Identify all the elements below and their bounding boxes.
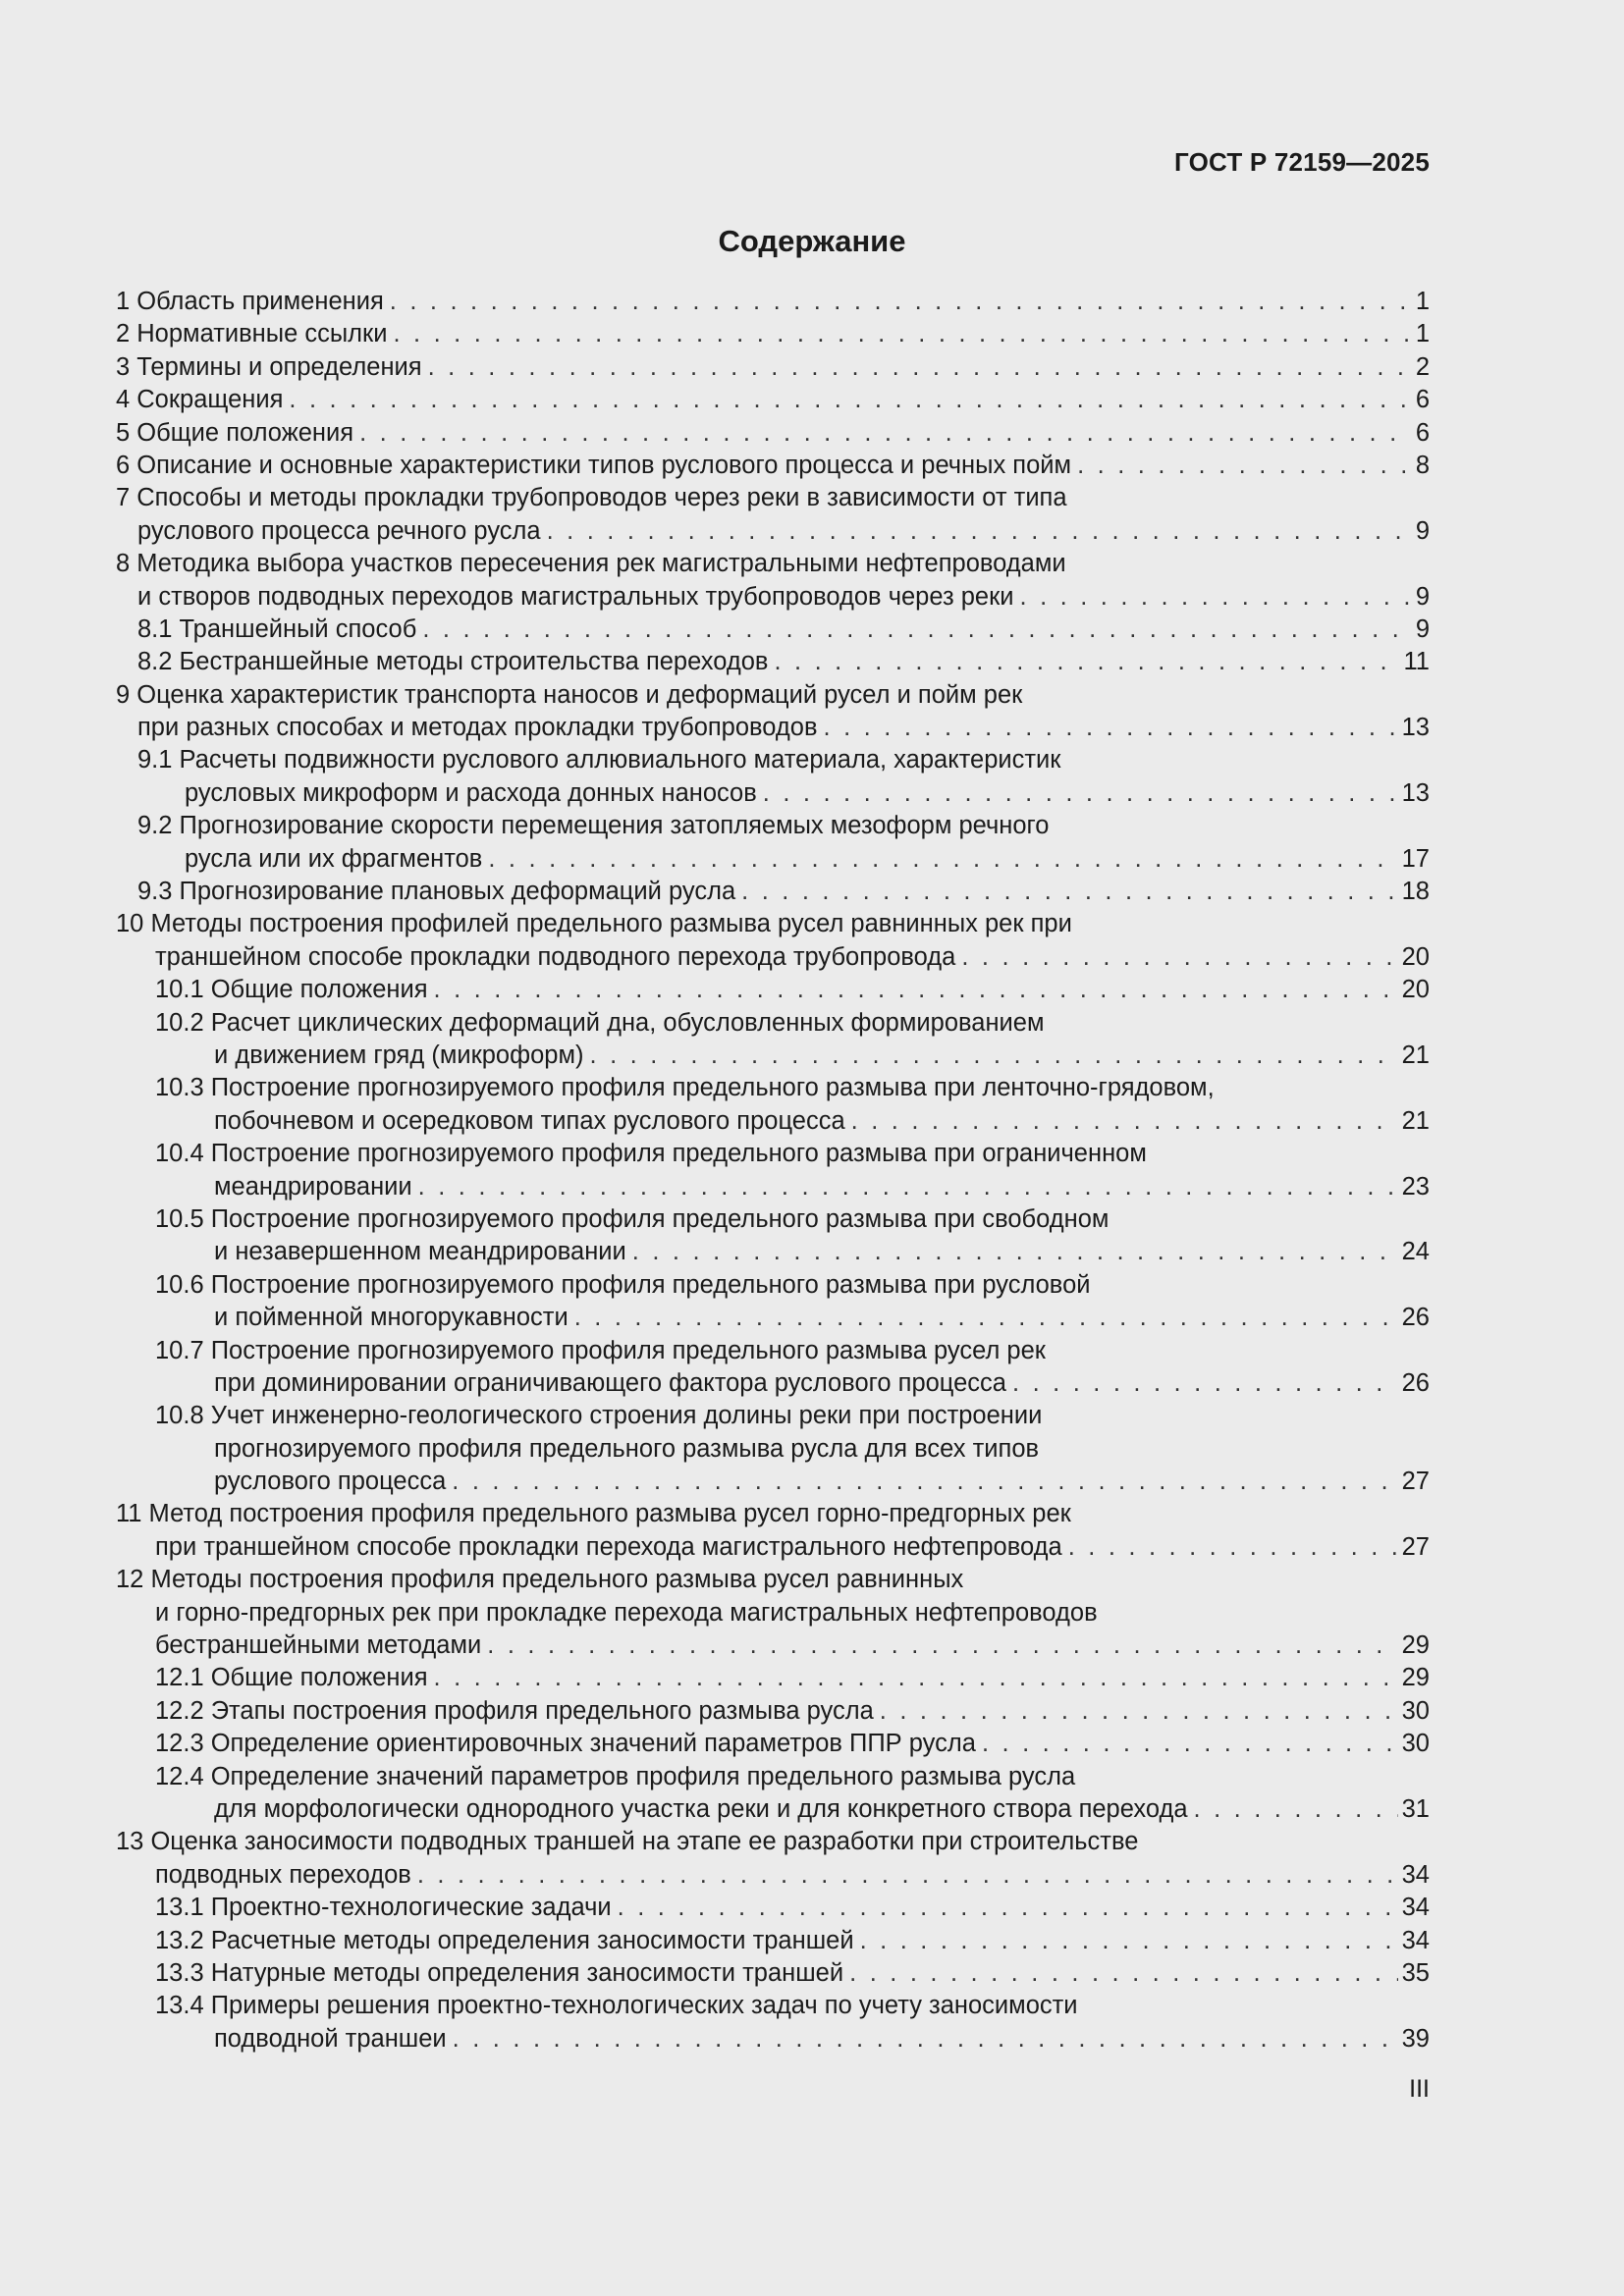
leader-dots <box>547 515 1412 548</box>
toc-entry-text: руслового процесса <box>214 1468 447 1496</box>
toc-entry-text: и незавершенном меандрировании <box>214 1238 626 1266</box>
toc-entry[interactable] <box>116 614 1430 646</box>
toc-page-number: 39 <box>1401 2024 1430 2053</box>
toc-entry[interactable] <box>116 1990 1430 2022</box>
toc-entry[interactable] <box>116 908 1430 940</box>
toc-page-number: 13 <box>1401 714 1430 742</box>
leader-dots <box>422 614 1412 646</box>
toc-entry[interactable] <box>116 843 1430 876</box>
page-number: III <box>1409 2075 1430 2103</box>
toc-entry-text: русловых микроформ и расхода донных наносов <box>185 778 757 807</box>
toc-page-number: 35 <box>1401 1958 1430 1987</box>
toc-entry[interactable] <box>116 1171 1430 1203</box>
leader-dots <box>487 1629 1397 1662</box>
toc-entry[interactable] <box>116 1826 1430 1858</box>
toc-entry[interactable] <box>116 876 1430 908</box>
toc-entry-text: руслового процесса речного русла <box>137 516 541 545</box>
toc-entry-text: прогнозируемого профиля предельного размыва русла для всех типов <box>214 1434 1040 1463</box>
toc-entry-text: подводных переходов <box>155 1860 411 1889</box>
toc-entry-text: и горно-предгорных рек при прокладке перехода магистральных нефтепроводов <box>155 1598 1098 1627</box>
toc-entry-text: 10 Методы построения профилей предельного размыва русел равнинных рек при <box>116 910 1072 938</box>
toc-entry-text: траншейном способе прокладки подводного перехода трубопровода <box>155 942 956 971</box>
toc-page-number: 26 <box>1401 1368 1430 1397</box>
toc-entry[interactable] <box>116 1269 1430 1302</box>
toc-entry[interactable] <box>116 1892 1430 1924</box>
leader-dots <box>434 1662 1398 1694</box>
leader-dots <box>488 843 1397 876</box>
toc-entry[interactable] <box>116 1498 1430 1530</box>
leader-dots <box>1077 450 1412 482</box>
leader-dots <box>618 1892 1398 1924</box>
page-title: Содержание <box>718 224 906 258</box>
toc-entry[interactable] <box>116 744 1430 776</box>
toc-entry-text: 9 Оценка характеристик транспорта наносов и деформаций русел и пойм рек <box>116 680 1023 709</box>
toc-entry-text: 12 Методы построения профиля предельного размыва русел равнинных <box>116 1566 964 1594</box>
toc-entry-text: 2 Нормативные ссылки <box>116 320 388 348</box>
toc-entry-text: 9.1 Расчеты подвижности руслового аллювиального материала, характеристик <box>137 746 1061 774</box>
toc-entry[interactable] <box>116 1793 1430 1826</box>
toc-entry-text: 12.2 Этапы построения профиля предельного размыва русла <box>155 1696 874 1725</box>
toc-page-number: 21 <box>1401 1041 1430 1069</box>
toc-entry[interactable] <box>116 1433 1430 1466</box>
toc-entry-text: побочневом и осередковом типах руслового процесса <box>214 1106 845 1135</box>
toc-entry-text: и створов подводных переходов магистральных трубопроводов через реки <box>137 582 1014 611</box>
leader-dots <box>982 1728 1398 1760</box>
toc-entry[interactable] <box>116 1957 1430 1990</box>
toc-entry-text: 8.1 Траншейный способ <box>137 614 417 643</box>
toc-page-number: 23 <box>1401 1172 1430 1201</box>
toc-entry[interactable] <box>116 548 1430 580</box>
leader-dots <box>774 646 1399 678</box>
leader-dots <box>880 1695 1398 1728</box>
toc-page-number: 26 <box>1401 1304 1430 1332</box>
toc-entry[interactable] <box>116 1629 1430 1662</box>
toc-entry[interactable] <box>116 1367 1430 1400</box>
leader-dots <box>417 1859 1398 1892</box>
toc-entry-text: 9.2 Прогнозирование скорости перемещения затопляемых мезоформ речного <box>137 812 1050 840</box>
toc-entry[interactable] <box>116 581 1430 614</box>
toc-entry[interactable] <box>116 1925 1430 1957</box>
toc-page-number: 6 <box>1415 386 1430 414</box>
toc-entry[interactable] <box>116 646 1430 678</box>
toc-entry-text: 7 Способы и методы прокладки трубопроводов через реки в зависимости от типа <box>116 484 1067 512</box>
toc-page-number: 31 <box>1401 1794 1430 1823</box>
toc-entry[interactable] <box>116 318 1430 350</box>
toc-page-number: 1 <box>1415 288 1430 315</box>
toc-entry[interactable] <box>116 515 1430 548</box>
leader-dots <box>393 318 1411 350</box>
toc-page-number: 6 <box>1415 418 1430 447</box>
toc-entry-text: 13.3 Натурные методы определения заносимости траншей <box>155 1958 844 1987</box>
toc-entry-text: 9.3 Прогнозирование плановых деформаций русла <box>137 878 736 906</box>
toc-entry[interactable] <box>116 384 1430 416</box>
leader-dots <box>849 1957 1398 1990</box>
toc-entry[interactable] <box>116 1466 1430 1498</box>
toc-entry[interactable] <box>116 1203 1430 1236</box>
toc-entry-text: при доминировании ограничивающего фактора руслового процесса <box>214 1368 1006 1397</box>
toc-entry-text: 6 Описание и основные характеристики типов руслового процесса и речных пойм <box>116 451 1072 479</box>
toc-entry[interactable] <box>116 777 1430 810</box>
toc-page-number: 20 <box>1401 976 1430 1004</box>
toc-entry-text: 13.2 Расчетные методы определения заносимости траншей <box>155 1926 854 1954</box>
toc-page-number: 27 <box>1401 1468 1430 1496</box>
toc-page-number: 34 <box>1401 1926 1430 1954</box>
toc-page-number: 21 <box>1401 1106 1430 1135</box>
document-code: ГОСТ Р 72159—2025 <box>1174 147 1430 177</box>
toc-page-number: 1 <box>1415 320 1430 348</box>
leader-dots <box>590 1040 1398 1072</box>
toc-entry-text: 13.4 Примеры решения проектно-технологических задач по учету заносимости <box>155 1992 1078 2020</box>
leader-dots <box>289 384 1411 416</box>
toc-page-number: 2 <box>1415 352 1430 381</box>
toc-entry-text: русла или их фрагментов <box>185 844 483 873</box>
toc-entry[interactable] <box>116 1236 1430 1268</box>
toc-entry-text: 10.8 Учет инженерно-геологического строения долины реки при построении <box>155 1402 1043 1430</box>
toc-page-number: 8 <box>1415 451 1430 479</box>
leader-dots <box>1068 1531 1398 1564</box>
toc-entry[interactable] <box>116 1007 1430 1040</box>
toc-entry-text: 10.6 Построение прогнозируемого профиля предельного размыва при русловой <box>155 1270 1091 1299</box>
toc-entry[interactable] <box>116 1335 1430 1367</box>
leader-dots <box>434 974 1398 1006</box>
toc-page-number: 13 <box>1401 778 1430 807</box>
leader-dots <box>1020 581 1412 614</box>
leader-dots <box>1012 1367 1398 1400</box>
toc-entry[interactable] <box>116 941 1430 974</box>
toc-entry-text: при траншейном способе прокладки перехода магистрального нефтепровода <box>155 1532 1062 1561</box>
toc-page-number: 9 <box>1415 516 1430 545</box>
toc-entry-text: и движением гряд (микроформ) <box>214 1041 584 1069</box>
toc-entry[interactable] <box>116 1761 1430 1793</box>
toc-entry-text: 10.2 Расчет циклических деформаций дна, обусловленных формированием <box>155 1008 1045 1037</box>
toc-entry-text: бестраншейными методами <box>155 1631 482 1660</box>
toc-entry-text: 10.1 Общие положения <box>155 976 428 1004</box>
toc-entry-text: 12.1 Общие положения <box>155 1664 428 1692</box>
toc-entry-text: 1 Область применения <box>116 288 384 315</box>
toc-entry[interactable] <box>116 1662 1430 1694</box>
toc-entry[interactable] <box>116 1597 1430 1629</box>
toc-entry-text: 10.3 Построение прогнозируемого профиля предельного размыва при ленточно-грядовом, <box>155 1074 1215 1102</box>
toc-entry[interactable] <box>116 1564 1430 1596</box>
leader-dots <box>574 1302 1398 1334</box>
toc-page-number: 29 <box>1401 1664 1430 1692</box>
toc-entry[interactable] <box>116 417 1430 450</box>
toc-entry-text: 10.7 Построение прогнозируемого профиля предельного размыва русел рек <box>155 1336 1046 1364</box>
toc-page-number: 34 <box>1401 1860 1430 1889</box>
toc-entry-text: 13.1 Проектно-технологические задачи <box>155 1894 612 1922</box>
toc-entry[interactable] <box>116 1695 1430 1728</box>
toc-entry[interactable] <box>116 1105 1430 1138</box>
toc-page-number: 24 <box>1401 1238 1430 1266</box>
toc-page-number: 18 <box>1401 878 1430 906</box>
leader-dots <box>428 351 1412 384</box>
toc-entry[interactable] <box>116 450 1430 482</box>
toc-entry[interactable] <box>116 810 1430 842</box>
toc-entry-text: 12.4 Определение значений параметров профиля предельного размыва русла <box>155 1762 1076 1790</box>
toc-entry[interactable] <box>116 1531 1430 1564</box>
toc-entry[interactable] <box>116 1400 1430 1432</box>
toc-page-number: 9 <box>1415 582 1430 611</box>
toc-entry-text: 8.2 Бестраншейные методы строительства переходов <box>137 648 769 676</box>
leader-dots <box>1194 1793 1398 1826</box>
toc-entry-text: 3 Термины и определения <box>116 352 422 381</box>
toc-entry-text: подводной траншеи <box>214 2024 447 2053</box>
toc-entry[interactable] <box>116 1138 1430 1170</box>
toc-page-number: 11 <box>1403 648 1430 676</box>
leader-dots <box>741 876 1397 908</box>
toc-page-number: 27 <box>1401 1532 1430 1561</box>
toc-page-number: 17 <box>1401 844 1430 873</box>
leader-dots <box>452 1466 1397 1498</box>
toc-entry[interactable] <box>116 482 1430 514</box>
toc-entry[interactable] <box>116 286 1430 318</box>
leader-dots <box>453 2023 1398 2056</box>
leader-dots <box>860 1925 1398 1957</box>
leader-dots <box>763 777 1398 810</box>
toc-entry[interactable] <box>116 1040 1430 1072</box>
toc-entry[interactable] <box>116 1302 1430 1334</box>
toc-entry[interactable] <box>116 1728 1430 1760</box>
toc-page-number: 34 <box>1401 1894 1430 1922</box>
toc-page-number: 30 <box>1401 1730 1430 1758</box>
toc-entry-text: 4 Сокращения <box>116 386 284 414</box>
toc-entry[interactable] <box>116 351 1430 384</box>
toc-entry-text: 11 Метод построения профиля предельного размыва русел горно-предгорных рек <box>116 1500 1071 1528</box>
toc-entry-text: 8 Методика выбора участков пересечения рек магистральными нефтепроводами <box>116 550 1066 578</box>
leader-dots <box>359 417 1412 450</box>
toc-entry[interactable] <box>116 2023 1430 2056</box>
toc-entry[interactable] <box>116 1072 1430 1104</box>
table-of-contents <box>116 286 1430 2056</box>
toc-entry-text: 12.3 Определение ориентировочных значений параметров ППР русла <box>155 1730 976 1758</box>
toc-entry[interactable] <box>116 974 1430 1006</box>
toc-entry-text: меандрировании <box>214 1172 412 1201</box>
toc-entry-text: для морфологически однородного участка реки и для конкретного створа перехода <box>214 1794 1188 1823</box>
leader-dots <box>824 712 1398 744</box>
toc-page-number: 9 <box>1415 614 1430 643</box>
leader-dots <box>418 1171 1398 1203</box>
toc-page-number: 30 <box>1401 1696 1430 1725</box>
toc-entry-text: при разных способах и методах прокладки трубопроводов <box>137 714 818 742</box>
toc-entry[interactable] <box>116 1859 1430 1892</box>
leader-dots <box>390 286 1412 318</box>
toc-entry-text: и пойменной многорукавности <box>214 1304 568 1332</box>
toc-entry-text: 10.4 Построение прогнозируемого профиля предельного размыва при ограниченном <box>155 1140 1147 1168</box>
toc-entry-text: 5 Общие положения <box>116 418 354 447</box>
toc-entry-text: 10.5 Построение прогнозируемого профиля предельного размыва при свободном <box>155 1204 1110 1233</box>
leader-dots <box>632 1236 1398 1268</box>
leader-dots <box>851 1105 1398 1138</box>
toc-page-number: 29 <box>1401 1631 1430 1660</box>
toc-entry[interactable] <box>116 712 1430 744</box>
toc-page-number: 20 <box>1401 942 1430 971</box>
leader-dots <box>961 941 1397 974</box>
toc-entry-text: 13 Оценка заносимости подводных траншей на этапе ее разработки при строительстве <box>116 1828 1139 1856</box>
toc-entry[interactable] <box>116 679 1430 712</box>
